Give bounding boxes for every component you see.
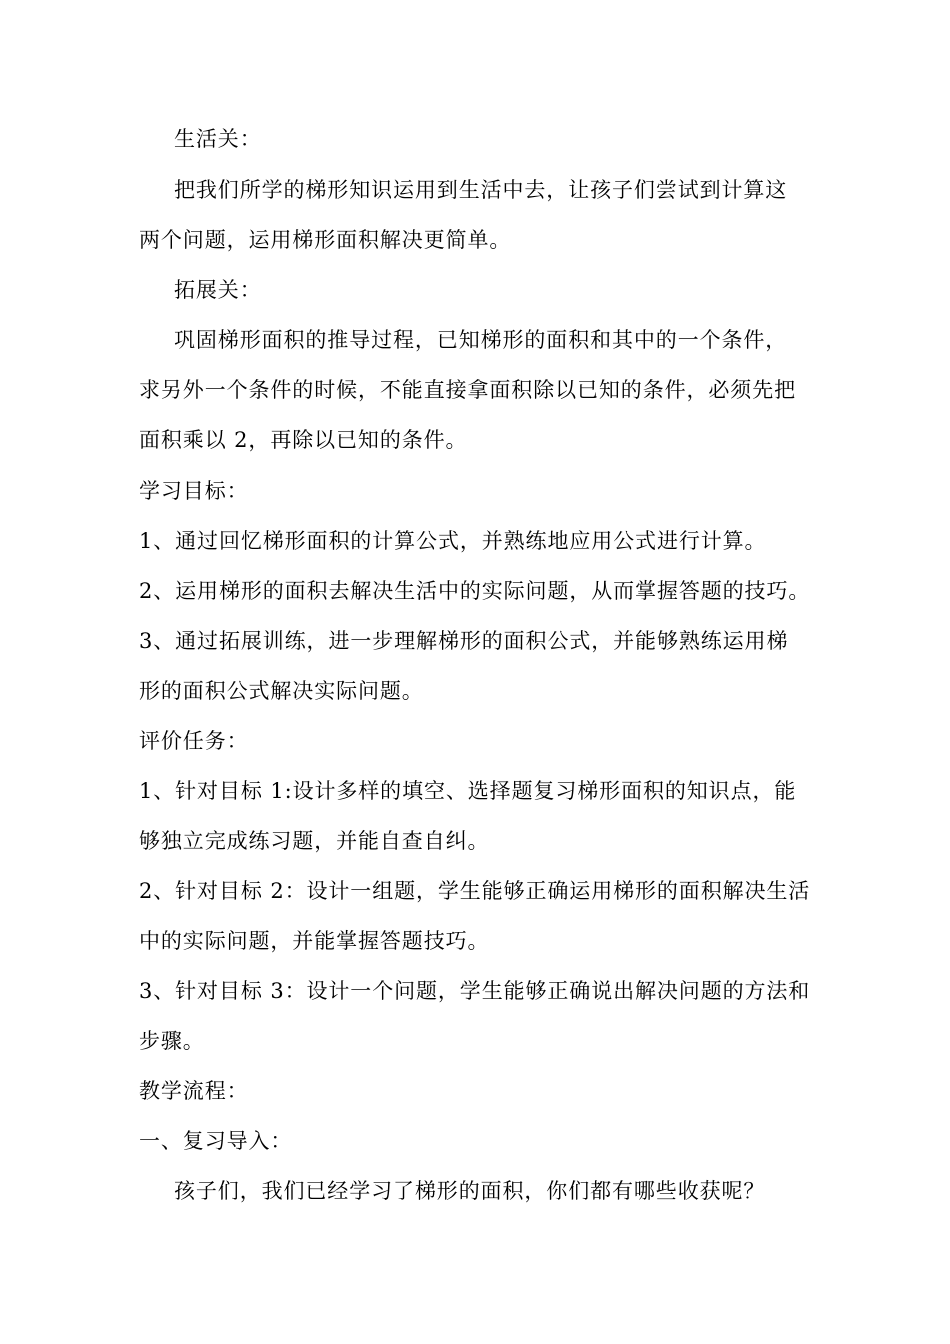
section-heading-evaluation: 评价任务：	[139, 729, 249, 753]
list-item: 2、运用梯形的面积去解决生活中的实际问题，从而掌握答题的技巧。	[139, 579, 811, 603]
list-item-continuation: 中的实际问题，并能掌握答题技巧。	[139, 929, 490, 953]
list-item-continuation: 形的面积公式解决实际问题。	[139, 679, 424, 703]
list-item: 3、针对目标 3：设计一个问题，学生能够正确说出解决问题的方法和	[139, 979, 811, 1003]
paragraph-line: 巩固梯形面积的推导过程，已知梯形的面积和其中的一个条件，	[174, 328, 788, 352]
paragraph-line: 孩子们，我们已经学习了梯形的面积，你们都有哪些收获呢？	[174, 1179, 766, 1203]
list-item-continuation: 步骤。	[139, 1029, 205, 1053]
list-item: 1、通过回忆梯形面积的计算公式，并熟练地应用公式进行计算。	[139, 529, 767, 553]
paragraph-line: 求另外一个条件的时候，不能直接拿面积除以已知的条件，必须先把	[139, 378, 796, 402]
paragraph-line: 两个问题，运用梯形面积解决更简单。	[139, 228, 512, 252]
subsection-heading-review: 一、复习导入：	[139, 1129, 293, 1153]
section-heading-objectives: 学习目标：	[139, 479, 249, 503]
paragraph-line: 把我们所学的梯形知识运用到生活中去，让孩子们尝试到计算这	[174, 178, 788, 202]
section-heading-extension: 拓展关：	[174, 278, 262, 302]
list-item: 3、通过拓展训练，进一步理解梯形的面积公式，并能够熟练运用梯	[139, 629, 789, 653]
paragraph-line: 面积乘以 2，再除以已知的条件。	[139, 428, 468, 452]
section-heading-process: 教学流程：	[139, 1079, 249, 1103]
list-item: 1、针对目标 1:设计多样的填空、选择题复习梯形面积的知识点，能	[139, 779, 797, 803]
list-item: 2、针对目标 2：设计一组题，学生能够正确运用梯形的面积解决生活	[139, 879, 811, 903]
list-item-continuation: 够独立完成练习题，并能自查自纠。	[139, 829, 490, 853]
section-heading-life: 生活关：	[174, 127, 262, 151]
